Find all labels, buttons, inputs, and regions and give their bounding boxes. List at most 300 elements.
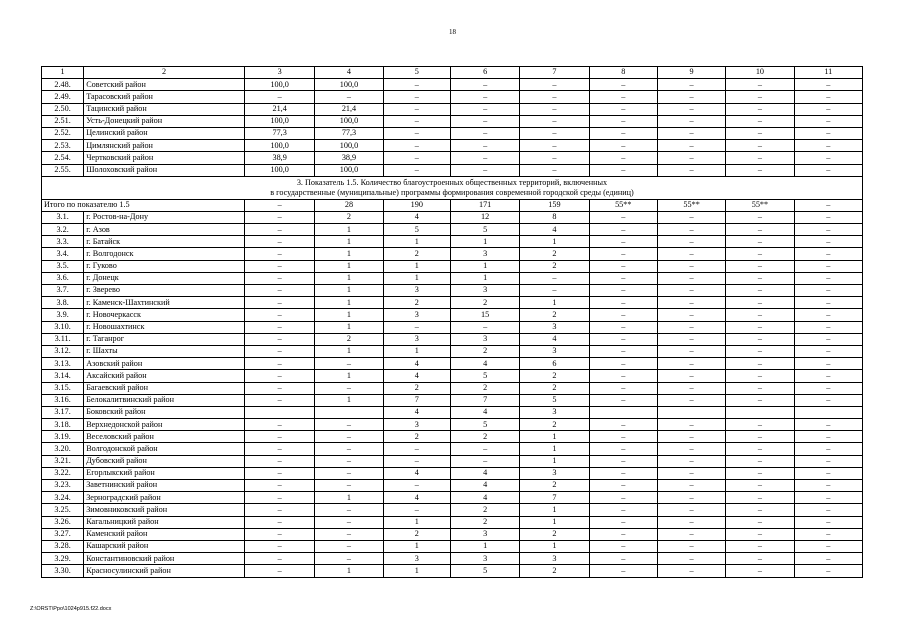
total-value: – — [794, 199, 862, 211]
value-cell: – — [794, 553, 862, 565]
table-row — [42, 272, 863, 284]
value-cell: – — [244, 345, 314, 357]
value-cell: – — [450, 443, 519, 455]
value-cell: – — [520, 91, 589, 103]
value-cell: – — [589, 370, 657, 382]
value-cell: 4 — [383, 370, 450, 382]
row-number: 2.53. — [42, 140, 84, 152]
municipality-name: Дубовский район — [84, 455, 245, 467]
row-number: 3.14. — [42, 370, 84, 382]
column-number-row — [42, 67, 863, 79]
page-number: 18 — [449, 28, 456, 36]
value-cell: – — [520, 272, 589, 284]
value-cell: 3 — [520, 553, 589, 565]
value-cell: 1 — [520, 504, 589, 516]
municipality-name: г. Батайск — [84, 236, 245, 248]
value-cell: – — [726, 91, 794, 103]
value-cell: – — [589, 443, 657, 455]
municipality-name: Заветнинский район — [84, 480, 245, 492]
value-cell: – — [657, 358, 725, 370]
row-number: 2.55. — [42, 164, 84, 176]
municipality-name: г. Новошахтинск — [84, 321, 245, 333]
value-cell: 38,9 — [315, 152, 383, 164]
value-cell: – — [244, 321, 314, 333]
value-cell: 3 — [450, 285, 519, 297]
value-cell: – — [657, 79, 725, 91]
value-cell: – — [794, 516, 862, 528]
value-cell: 3 — [450, 333, 519, 345]
value-cell: – — [315, 516, 383, 528]
value-cell: – — [315, 382, 383, 394]
value-cell: – — [794, 248, 862, 260]
value-cell: 1 — [315, 272, 383, 284]
table-row — [42, 103, 863, 115]
table-row — [42, 455, 863, 467]
value-cell: – — [244, 248, 314, 260]
value-cell: 38,9 — [244, 152, 314, 164]
row-number: 2.52. — [42, 127, 84, 139]
row-number: 2.49. — [42, 91, 84, 103]
value-cell: – — [450, 103, 519, 115]
table-row — [42, 431, 863, 443]
value-cell: – — [315, 358, 383, 370]
value-cell: – — [726, 309, 794, 321]
value-cell: 7 — [383, 394, 450, 406]
value-cell: 1 — [383, 345, 450, 357]
value-cell — [315, 406, 383, 418]
value-cell: 6 — [520, 358, 589, 370]
value-cell: – — [244, 516, 314, 528]
value-cell: – — [657, 492, 725, 504]
value-cell — [657, 406, 725, 418]
value-cell: – — [726, 224, 794, 236]
value-cell: – — [657, 467, 725, 479]
table-row — [42, 115, 863, 127]
value-cell: – — [794, 528, 862, 540]
table-row — [42, 152, 863, 164]
value-cell: – — [726, 467, 794, 479]
value-cell: 2 — [520, 309, 589, 321]
value-cell — [244, 406, 314, 418]
row-number: 3.26. — [42, 516, 84, 528]
value-cell: 2 — [520, 370, 589, 382]
row-number: 3.6. — [42, 272, 84, 284]
value-cell: – — [794, 272, 862, 284]
value-cell: – — [589, 297, 657, 309]
value-cell: – — [657, 419, 725, 431]
municipality-name: Чертковский район — [84, 152, 245, 164]
value-cell: – — [450, 115, 519, 127]
value-cell: – — [794, 431, 862, 443]
municipality-name: Шолоховский район — [84, 164, 245, 176]
value-cell: – — [244, 370, 314, 382]
value-cell: 4 — [450, 358, 519, 370]
value-cell: 1 — [520, 236, 589, 248]
value-cell: 2 — [315, 211, 383, 223]
value-cell: 4 — [383, 211, 450, 223]
value-cell: – — [383, 455, 450, 467]
value-cell: – — [794, 164, 862, 176]
value-cell: – — [315, 540, 383, 552]
total-label: Итого по показателю 1.5 — [42, 199, 245, 211]
value-cell: 2 — [520, 480, 589, 492]
value-cell: – — [450, 152, 519, 164]
table-row — [42, 540, 863, 552]
value-cell: – — [726, 455, 794, 467]
value-cell: – — [657, 455, 725, 467]
municipality-name: Веселовский район — [84, 431, 245, 443]
row-number: 3.18. — [42, 419, 84, 431]
value-cell: 3 — [450, 553, 519, 565]
value-cell: 1 — [315, 370, 383, 382]
value-cell: – — [794, 285, 862, 297]
column-number: 6 — [450, 67, 519, 79]
municipality-name: Тарасовский район — [84, 91, 245, 103]
value-cell: – — [657, 260, 725, 272]
municipality-name: Кагальницкий район — [84, 516, 245, 528]
column-number: 4 — [315, 67, 383, 79]
value-cell: – — [450, 164, 519, 176]
column-number: 1 — [42, 67, 84, 79]
value-cell: – — [657, 164, 725, 176]
value-cell: – — [589, 103, 657, 115]
value-cell: – — [794, 115, 862, 127]
value-cell: 2 — [520, 382, 589, 394]
value-cell: – — [520, 115, 589, 127]
value-cell: 100,0 — [244, 140, 314, 152]
value-cell: – — [450, 455, 519, 467]
value-cell: 100,0 — [315, 115, 383, 127]
value-cell: 1 — [315, 236, 383, 248]
row-number: 3.7. — [42, 285, 84, 297]
value-cell: – — [589, 127, 657, 139]
value-cell: – — [589, 467, 657, 479]
row-number: 3.29. — [42, 553, 84, 565]
table-body — [42, 67, 863, 578]
value-cell: – — [726, 140, 794, 152]
value-cell: 4 — [520, 333, 589, 345]
value-cell: – — [520, 127, 589, 139]
value-cell: – — [657, 115, 725, 127]
municipality-name: Кашарский район — [84, 540, 245, 552]
municipality-name: Боковский район — [84, 406, 245, 418]
column-number: 5 — [383, 67, 450, 79]
value-cell: – — [244, 504, 314, 516]
total-value: 55** — [657, 199, 725, 211]
column-number: 8 — [589, 67, 657, 79]
municipality-name: Волгодонской район — [84, 443, 245, 455]
value-cell: – — [589, 431, 657, 443]
table-row — [42, 504, 863, 516]
value-cell: – — [657, 224, 725, 236]
row-number: 3.23. — [42, 480, 84, 492]
municipality-name: г. Каменск-Шахтинский — [84, 297, 245, 309]
total-value: 171 — [450, 199, 519, 211]
value-cell: – — [726, 540, 794, 552]
municipality-name: г. Азов — [84, 224, 245, 236]
municipality-name: г. Зверево — [84, 285, 245, 297]
value-cell: – — [726, 103, 794, 115]
municipality-name: Белокалитвинский район — [84, 394, 245, 406]
value-cell: – — [794, 345, 862, 357]
value-cell: – — [450, 91, 519, 103]
value-cell: 2 — [520, 565, 589, 577]
value-cell: – — [657, 211, 725, 223]
municipality-name: Красносулинский район — [84, 565, 245, 577]
municipality-name: Усть-Донецкий район — [84, 115, 245, 127]
value-cell: – — [794, 152, 862, 164]
value-cell: 2 — [383, 248, 450, 260]
value-cell: – — [450, 140, 519, 152]
value-cell: 3 — [520, 406, 589, 418]
value-cell: – — [244, 297, 314, 309]
value-cell: 3 — [383, 309, 450, 321]
value-cell: – — [589, 79, 657, 91]
value-cell: – — [244, 211, 314, 223]
value-cell: – — [657, 345, 725, 357]
value-cell: – — [726, 79, 794, 91]
table-row — [42, 553, 863, 565]
row-number: 3.28. — [42, 540, 84, 552]
value-cell: – — [383, 140, 450, 152]
table-row — [42, 127, 863, 139]
value-cell: 3 — [520, 467, 589, 479]
value-cell: – — [244, 528, 314, 540]
value-cell: – — [244, 565, 314, 577]
value-cell — [726, 406, 794, 418]
value-cell: – — [794, 333, 862, 345]
row-number: 3.1. — [42, 211, 84, 223]
value-cell: – — [589, 504, 657, 516]
value-cell: 3 — [383, 333, 450, 345]
value-cell: – — [589, 358, 657, 370]
value-cell: 1 — [315, 260, 383, 272]
value-cell: – — [520, 152, 589, 164]
value-cell: 2 — [520, 260, 589, 272]
value-cell: – — [657, 565, 725, 577]
value-cell: 5 — [520, 394, 589, 406]
table-row — [42, 394, 863, 406]
value-cell: – — [589, 540, 657, 552]
value-cell: 4 — [383, 406, 450, 418]
value-cell: 21,4 — [244, 103, 314, 115]
value-cell: – — [726, 164, 794, 176]
municipality-name: Советский район — [84, 79, 245, 91]
value-cell: 4 — [450, 492, 519, 504]
value-cell: – — [244, 358, 314, 370]
value-cell: – — [657, 152, 725, 164]
value-cell: – — [315, 455, 383, 467]
row-number: 2.51. — [42, 115, 84, 127]
value-cell — [589, 406, 657, 418]
value-cell: 2 — [383, 297, 450, 309]
value-cell: – — [657, 248, 725, 260]
value-cell: – — [383, 321, 450, 333]
value-cell: – — [794, 565, 862, 577]
table-row — [42, 79, 863, 91]
value-cell: – — [315, 504, 383, 516]
value-cell: – — [726, 152, 794, 164]
value-cell: – — [383, 79, 450, 91]
value-cell: – — [726, 236, 794, 248]
value-cell: 5 — [450, 224, 519, 236]
value-cell: – — [589, 382, 657, 394]
table-row — [42, 333, 863, 345]
value-cell: – — [794, 79, 862, 91]
value-cell: – — [794, 504, 862, 516]
value-cell: 1 — [315, 285, 383, 297]
table-row — [42, 516, 863, 528]
value-cell: – — [726, 419, 794, 431]
value-cell: – — [726, 382, 794, 394]
row-number: 3.25. — [42, 504, 84, 516]
value-cell: 77,3 — [244, 127, 314, 139]
value-cell: – — [589, 321, 657, 333]
value-cell: – — [726, 272, 794, 284]
value-cell: 2 — [383, 382, 450, 394]
value-cell: 100,0 — [315, 164, 383, 176]
value-cell: – — [244, 91, 314, 103]
value-cell: – — [244, 492, 314, 504]
municipality-name: Константиновский район — [84, 553, 245, 565]
value-cell: 2 — [383, 431, 450, 443]
total-value: – — [244, 199, 314, 211]
value-cell: 1 — [383, 540, 450, 552]
column-number: 3 — [244, 67, 314, 79]
value-cell: – — [657, 297, 725, 309]
value-cell: – — [657, 480, 725, 492]
row-number: 3.12. — [42, 345, 84, 357]
row-number: 3.17. — [42, 406, 84, 418]
row-number: 3.3. — [42, 236, 84, 248]
row-number: 3.19. — [42, 431, 84, 443]
row-number: 3.13. — [42, 358, 84, 370]
total-row — [42, 199, 863, 211]
table-row — [42, 480, 863, 492]
row-number: 3.11. — [42, 333, 84, 345]
value-cell: 3 — [520, 321, 589, 333]
value-cell: 5 — [450, 419, 519, 431]
value-cell: 1 — [383, 516, 450, 528]
table-row — [42, 528, 863, 540]
row-number: 3.16. — [42, 394, 84, 406]
value-cell: 1 — [520, 516, 589, 528]
value-cell: – — [794, 419, 862, 431]
total-value: 28 — [315, 199, 383, 211]
row-number: 3.24. — [42, 492, 84, 504]
value-cell: – — [657, 140, 725, 152]
table-row — [42, 443, 863, 455]
file-path-footer: Z:\ORST\Ppo\1024p915.f22.docx — [30, 606, 112, 612]
table-row — [42, 164, 863, 176]
value-cell: – — [726, 565, 794, 577]
table-row — [42, 285, 863, 297]
table-row — [42, 297, 863, 309]
municipality-name: г. Донецк — [84, 272, 245, 284]
value-cell: – — [657, 321, 725, 333]
value-cell: 100,0 — [244, 164, 314, 176]
value-cell: 4 — [450, 467, 519, 479]
value-cell: 1 — [315, 394, 383, 406]
value-cell: – — [589, 140, 657, 152]
row-number: 3.15. — [42, 382, 84, 394]
table-row — [42, 260, 863, 272]
value-cell: – — [726, 115, 794, 127]
column-number: 9 — [657, 67, 725, 79]
value-cell: – — [794, 394, 862, 406]
value-cell: – — [589, 285, 657, 297]
value-cell: – — [244, 224, 314, 236]
value-cell: – — [383, 91, 450, 103]
value-cell: – — [244, 285, 314, 297]
value-cell: – — [794, 480, 862, 492]
row-number: 3.9. — [42, 309, 84, 321]
municipality-name: Каменский район — [84, 528, 245, 540]
value-cell: – — [657, 272, 725, 284]
value-cell: – — [315, 419, 383, 431]
value-cell: – — [383, 127, 450, 139]
indicator-table — [41, 66, 863, 578]
value-cell: – — [520, 79, 589, 91]
value-cell: 4 — [450, 480, 519, 492]
value-cell: – — [726, 358, 794, 370]
value-cell: 3 — [383, 285, 450, 297]
value-cell: 1 — [383, 236, 450, 248]
value-cell: – — [794, 370, 862, 382]
value-cell: 1 — [383, 272, 450, 284]
value-cell: – — [794, 103, 862, 115]
value-cell: 2 — [450, 345, 519, 357]
municipality-name: Аксайский район — [84, 370, 245, 382]
value-cell: – — [589, 455, 657, 467]
value-cell: 2 — [520, 528, 589, 540]
row-number: 2.48. — [42, 79, 84, 91]
value-cell: – — [244, 553, 314, 565]
value-cell: 2 — [315, 333, 383, 345]
value-cell: – — [383, 103, 450, 115]
value-cell: – — [794, 260, 862, 272]
value-cell: – — [589, 345, 657, 357]
value-cell: – — [315, 91, 383, 103]
value-cell: – — [244, 333, 314, 345]
value-cell: – — [589, 394, 657, 406]
value-cell: 77,3 — [315, 127, 383, 139]
value-cell: – — [726, 528, 794, 540]
value-cell: 4 — [383, 358, 450, 370]
row-number: 2.50. — [42, 103, 84, 115]
value-cell: – — [244, 443, 314, 455]
row-number: 3.2. — [42, 224, 84, 236]
row-number: 3.30. — [42, 565, 84, 577]
value-cell: 1 — [383, 260, 450, 272]
value-cell: 2 — [520, 248, 589, 260]
value-cell: – — [657, 443, 725, 455]
value-cell: 100,0 — [244, 115, 314, 127]
value-cell: – — [315, 431, 383, 443]
municipality-name: Азовский район — [84, 358, 245, 370]
value-cell: – — [794, 540, 862, 552]
value-cell: – — [726, 333, 794, 345]
value-cell: – — [726, 321, 794, 333]
table-row — [42, 236, 863, 248]
value-cell: – — [726, 345, 794, 357]
value-cell: – — [244, 431, 314, 443]
value-cell: – — [315, 528, 383, 540]
value-cell: – — [726, 297, 794, 309]
municipality-name: Верхнедонской район — [84, 419, 245, 431]
value-cell: 1 — [450, 540, 519, 552]
value-cell: – — [244, 382, 314, 394]
